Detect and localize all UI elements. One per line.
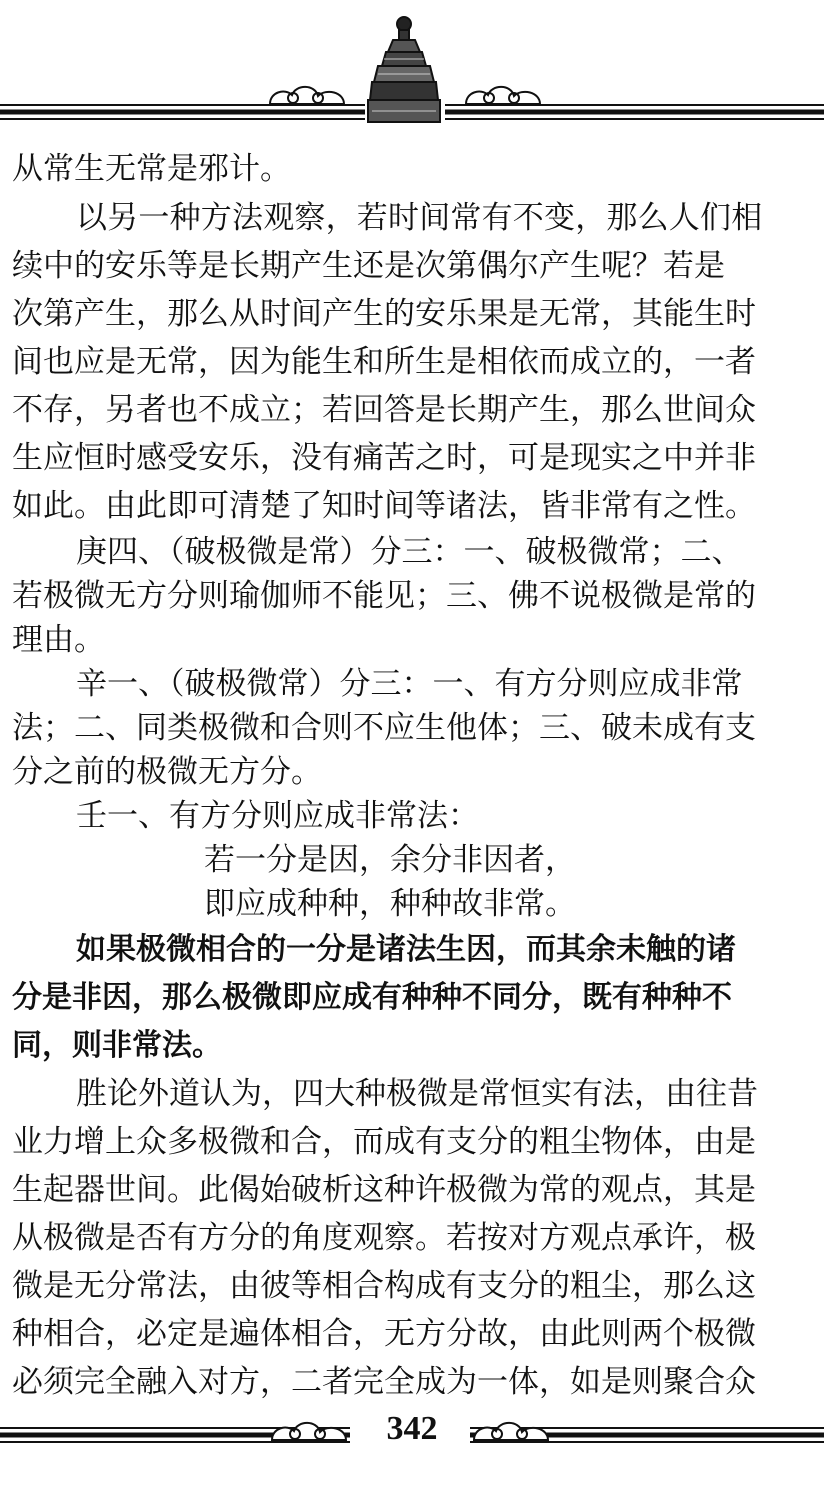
section-heading: 庚四、（破极微是常）分三：一、破极微常；二、	[76, 534, 743, 570]
verse-line: 即应成种种，种种故非常。	[204, 886, 576, 922]
subsection-heading-line: 分之前的极微无方分。	[12, 754, 322, 790]
cloud-scroll-left-icon	[270, 87, 344, 104]
commentary-bold-line: 同，则非常法。	[12, 1028, 222, 1063]
body-line: 从极微是否有方分的角度观察。若按对方观点承许，极	[12, 1220, 756, 1256]
cloud-scroll-right-icon	[466, 87, 540, 104]
cloud-scroll-left-icon	[272, 1423, 346, 1440]
body-line: 生起器世间。此偈始破析这种许极微为常的观点，其是	[12, 1172, 756, 1208]
cloud-scroll-right-icon	[474, 1423, 548, 1440]
paragraph-first-line: 胜论外道认为，四大种极微是常恒实有法，由往昔	[76, 1076, 758, 1112]
page-body	[12, 144, 812, 1406]
body-line: 必须完全融入对方，二者完全成为一体，如是则聚合众	[12, 1364, 756, 1400]
subsection-heading-line: 法；二、同类极微和合则不应生他体；三、破未成有支	[12, 710, 756, 746]
footer	[0, 1400, 824, 1486]
body-line: 从常生无常是邪计。	[12, 151, 291, 187]
body-line: 次第产生，那么从时间产生的安乐果是无常，其能生时	[12, 296, 756, 332]
header-rule-right	[445, 105, 824, 119]
section-heading-line: 理由。	[12, 622, 105, 658]
body-line: 如此。由此即可清楚了知时间等诸法，皆非常有之性。	[12, 488, 756, 524]
body-line: 种相合，必定是遍体相合，无方分故，由此则两个极微	[12, 1316, 756, 1352]
commentary-bold-line: 如果极微相合的一分是诸法生因，而其余未触的诸	[76, 932, 736, 967]
body-line: 业力增上众多极微和合，而成有支分的粗尘物体，由是	[12, 1124, 756, 1160]
header-ornament	[0, 0, 824, 140]
header-rule-left	[0, 105, 365, 119]
body-line: 生应恒时感受安乐，没有痛苦之时，可是现实之中并非	[12, 440, 756, 476]
body-line: 续中的安乐等是长期产生还是次第偶尔产生呢？若是	[12, 248, 725, 284]
paragraph-first-line: 以另一种方法观察，若时间常有不变，那么人们相	[76, 200, 763, 236]
page-number: 342	[386, 1410, 438, 1447]
commentary-bold-line: 分是非因，那么极微即应成有种种不同分，既有种种不	[12, 980, 732, 1015]
body-line: 间也应是无常，因为能生和所生是相依而成立的，一者	[12, 344, 756, 380]
stupa-icon	[368, 17, 440, 122]
subsubsection-heading: 壬一、有方分则应成非常法：	[76, 798, 479, 834]
section-heading-line: 若极微无方分则瑜伽师不能见；三、佛不说极微是常的	[12, 578, 756, 614]
subsection-heading: 辛一、（破极微常）分三：一、有方分则应成非常	[76, 666, 743, 702]
body-line: 微是无分常法，由彼等相合构成有支分的粗尘，那么这	[12, 1268, 756, 1304]
body-line: 不存，另者也不成立；若回答是长期产生，那么世间众	[12, 392, 756, 428]
verse-line: 若一分是因，余分非因者，	[204, 842, 576, 878]
